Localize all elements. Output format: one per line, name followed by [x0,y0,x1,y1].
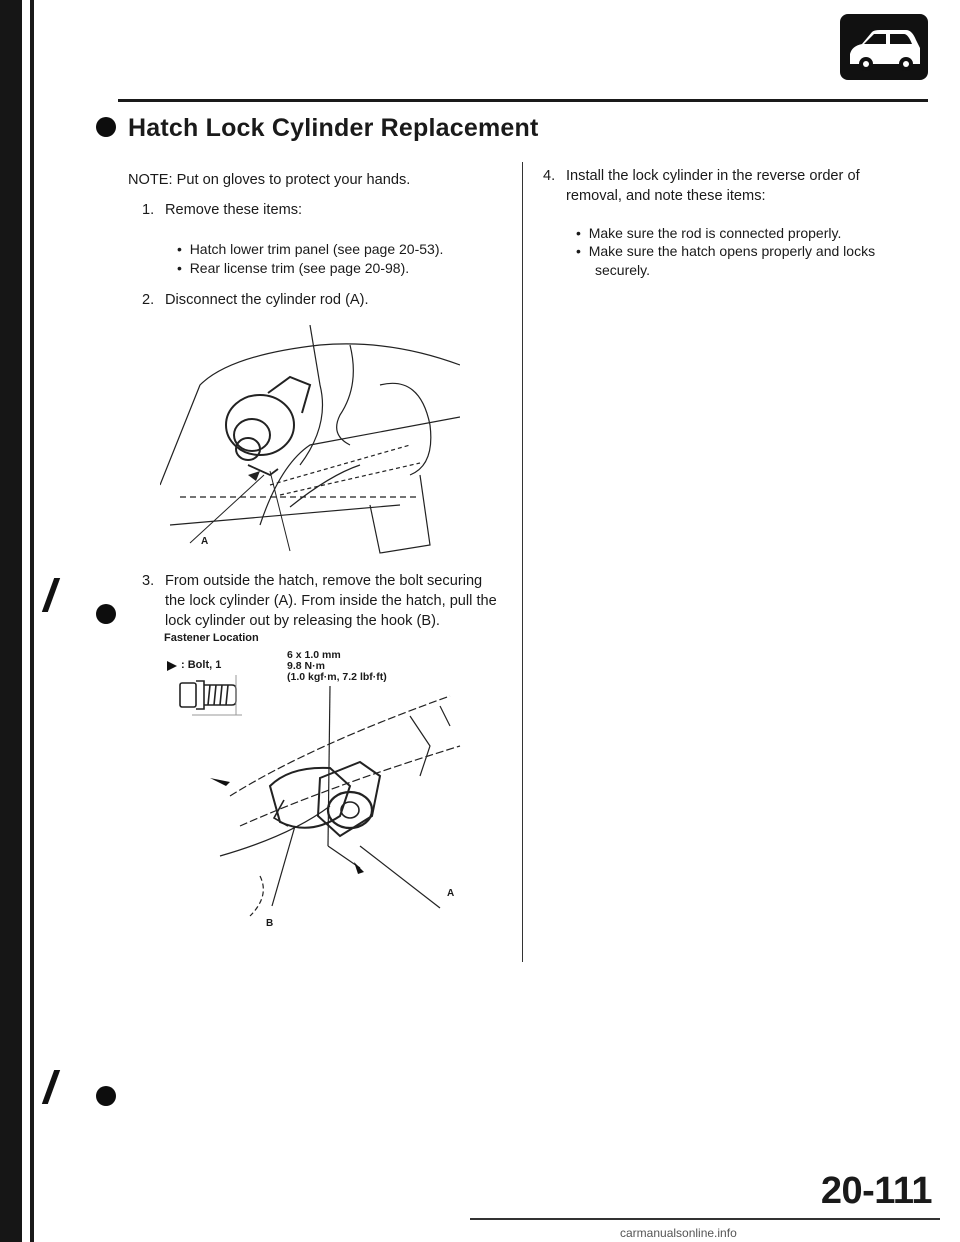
page-number: 20-111 [820,1170,932,1212]
torque-spec-3: (1.0 kgf·m, 7.2 lbf·ft) [287,671,387,683]
step-4-number: 4. [543,168,556,184]
step-3-line-2: the lock cylinder (A). From inside the hatch, pull the [165,593,497,609]
list-item: • Rear license trim (see page 20-98). [177,260,410,276]
label-b: B [266,918,274,929]
column-divider [522,162,523,962]
bolt-label: : Bolt, 1 [181,659,222,671]
torque-spec-2: 9.8 N·m [287,660,325,672]
cylinder-rod-diagram [160,325,460,565]
step-1-text: Remove these items: [165,202,303,218]
note: NOTE: Put on gloves to protect your hands. [128,172,411,188]
step-3-number: 3. [142,573,155,589]
footer-rule [470,1218,940,1220]
step-2-text: Disconnect the cylinder rod (A). [165,292,369,308]
list-item: • Make sure the rod is connected properly. [576,225,842,241]
page-title: Hatch Lock Cylinder Replacement [128,114,539,142]
list-item: • Hatch lower trim panel (see page 20-53). [177,241,444,257]
section-bullet [96,117,116,137]
section-bullet [96,1086,116,1106]
header-rule [118,99,928,102]
step-3-line-3: lock cylinder out by releasing the hook (B). [165,613,440,629]
step-2-number: 2. [142,292,155,308]
step-3-line-1: From outside the hatch, remove the bolt securing [165,573,483,589]
margin-mark [42,578,60,612]
step-1-number: 1. [142,202,155,218]
car-hatchback-icon [840,14,928,80]
fastener-heading: Fastener Location [164,632,259,644]
step-4-line-1: Install the lock cylinder in the reverse order of [566,168,860,184]
section-bullet [96,604,116,624]
triangle-marker-icon [166,660,178,672]
step-4-line-2: removal, and note these items: [566,188,766,204]
watermark: carmanualsonline.info [620,1226,737,1240]
margin-mark [42,1070,60,1104]
binding-line [30,0,34,1242]
list-item-continuation: securely. [595,262,650,278]
label-a-2: A [447,888,455,899]
list-item: • Make sure the hatch opens properly and locks [576,243,876,259]
label-a: A [201,536,209,547]
binding-edge [0,0,22,1242]
lock-cylinder-diagram [200,686,470,926]
torque-spec-1: 6 x 1.0 mm [287,649,341,661]
